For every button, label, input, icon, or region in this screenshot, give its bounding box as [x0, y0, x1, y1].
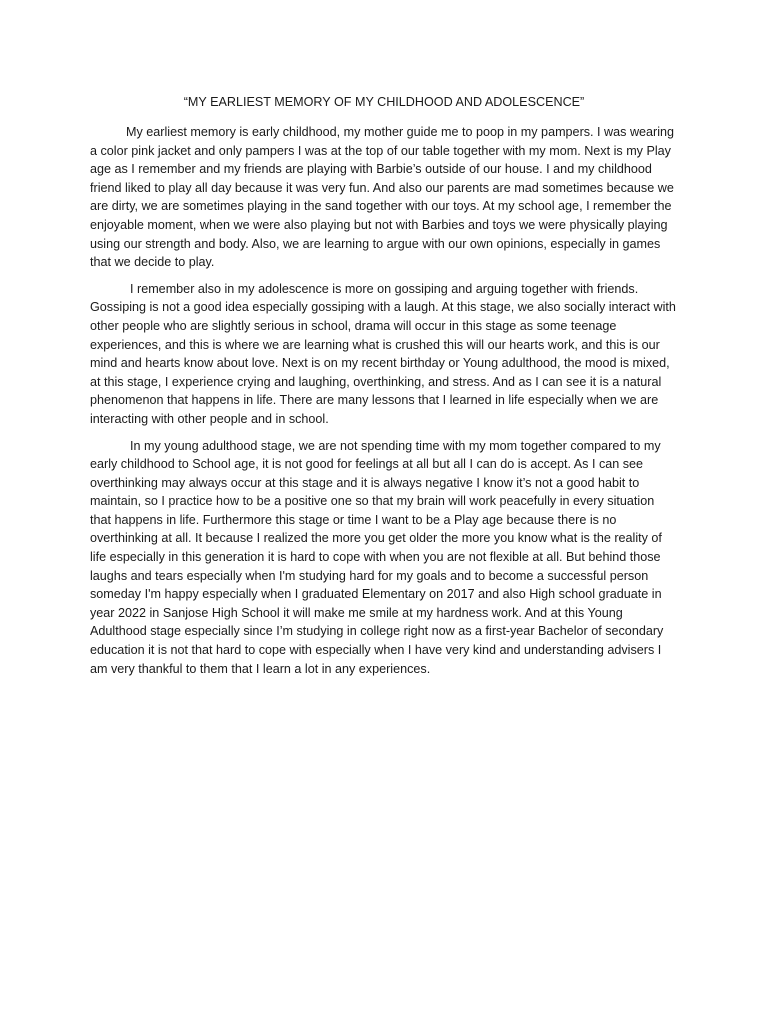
paragraph-2: I remember also in my adolescence is more on gossiping and arguing together with friends. Gossiping is not a good idea especially gossiping with a laugh. At this stage, we also socially interact with other people who are slightly serious in school, drama will occur in this stage as some teenage experiences, and this is where we are learning what is crushed this will our hearts work, and this is our mind and hearts know about love. Next is on my recent birthday or Young adulthood, the mood is mixed, at this stage, I experience crying and laughing, overthinking, and stress. And as I can see it is a natural phenomenon that happens in life. There are many lessons that I learned in life especially when we are interacting with other people and in school. — [90, 281, 676, 426]
document-body — [90, 93, 678, 686]
paragraph-3: In my young adulthood stage, we are not spending time with my mom together compared to my early childhood to School age, it is not good for feelings at all but all I can do is accept. As I can see overthinking may always occur at this stage and it is always negative I know it’s not a good habit to maintain, so I practice how to be a positive one so that my brain will work peacefully in every situation that happens in life. Furthermore this stage or time I want to be a Play age because there is no overthinking at all. It because I realized the more you get older the more you know what is the reality of life especially in this generation it is hard to cope with when you are not flexible at all. But behind those laughs and tears especially when I'm studying hard for my goals and to become a successful person someday I'm happy especially when I graduated Elementary on 2017 and also High school graduate in year 2022 in Sanjose High School it will make me smile at my hardness work. And at this Young Adulthood stage especially since I’m studying in college right now as a first-year Bachelor of secondary education it is not that hard to cope with especially when I have very kind and understanding advisers I am very thankful to them that I learn a lot in any experiences. — [90, 438, 664, 676]
document-title: “MY EARLIEST MEMORY OF MY CHILDHOOD AND ADOLESCENCE” — [183, 95, 585, 109]
paragraph-1: My earliest memory is early childhood, my mother guide me to poop in my pampers. I was wearing a color pink jacket and only pampers I was at the top of our table together with my mom. Next is my Play age as I remember and my friends are playing with Barbie’s outside of our house. I and my childhood friend liked to play all day because it was very fun. And also our parents are mad sometimes because we are dirty, we are sometimes playing in the sand together with our toys. At my school age, I remember the enjoyable moment, when we were also playing but not with Barbies and toys we were physically playing using our strength and body. Also, we are learning to argue with our own opinions, especially in games that we decide to play. — [90, 125, 675, 270]
